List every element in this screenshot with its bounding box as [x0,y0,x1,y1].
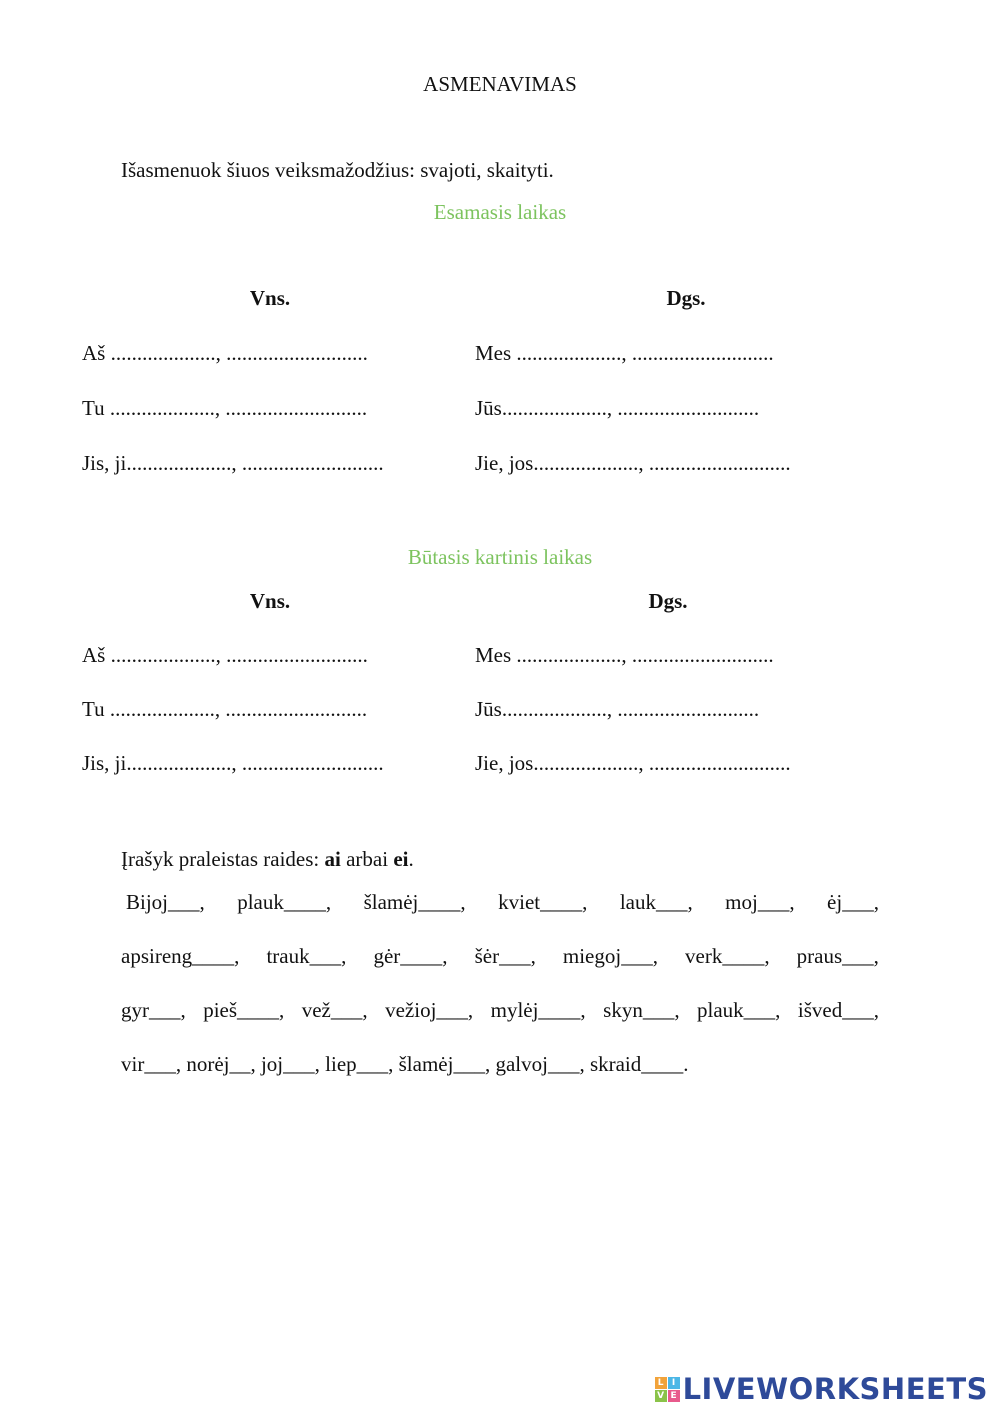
exercise-line-4[interactable]: vir___, norėj__, joj___, liep___, šlamėj___, galvoj___, skraid____. [121,1052,689,1076]
blank-word[interactable]: išved___, [797,998,879,1022]
plural-row-2[interactable]: Jūs...................., ........................... [475,396,760,420]
blank-word[interactable]: šėr___, [474,944,536,968]
plural-label: Dgs. [666,286,706,310]
section-heading-past: Būtasis kartinis laikas [407,545,593,569]
blank-word[interactable]: moj___, [725,890,795,914]
blank-word[interactable]: praus___, [796,944,879,968]
worksheet-title: ASMENAVIMAS [423,72,577,96]
plural-row-1[interactable]: Mes ...................., ........................... [475,643,774,667]
exercise-line-2 [121,944,879,969]
singular-row-2[interactable]: Tu ...................., ........................... [82,697,368,721]
blank-word[interactable]: miegoj___, [562,944,658,968]
plural-label: Dgs. [648,589,688,613]
logo-mark-letter: E [668,1390,680,1402]
logo-mark-letter: L [655,1377,667,1389]
logo-text: LIVEWORKSHEETS [682,1372,988,1406]
singular-label: Vns. [249,589,291,613]
blank-word[interactable]: plauk___, [697,998,781,1022]
conjugation-instruction: Išasmenuok šiuos veiksmažodžius: svajoti, skaityti. [121,158,554,182]
plural-row-2[interactable]: Jūs...................., ........................... [475,697,760,721]
instruction-middle: arbai [340,847,394,871]
blank-word[interactable]: lauk___, [619,890,693,914]
blank-word[interactable]: verk____, [685,944,770,968]
exercise-line-3 [121,998,879,1023]
fill-in-instruction [121,847,414,872]
blank-word[interactable]: Bijoj___, [126,890,205,914]
blank-word[interactable]: pieš____, [203,998,285,1022]
blank-word[interactable]: gėr____, [373,944,448,968]
blank-word[interactable]: apsireng____, [121,944,240,968]
singular-row-3[interactable]: Jis, ji...................., ........................... [82,751,384,775]
instruction-suffix: . [408,847,414,871]
blank-word[interactable]: plauk____, [237,890,332,914]
logo-mark-letter: I [668,1377,680,1389]
singular-row-3[interactable]: Jis, ji...................., ........................... [82,451,384,475]
instruction-prefix: Įrašyk praleistas raides: [121,847,325,871]
blank-word[interactable]: gyr___, [121,998,186,1022]
liveworksheets-logo [655,1372,988,1406]
blank-word[interactable]: trauk___, [266,944,347,968]
blank-word[interactable]: vež___, [301,998,368,1022]
singular-row-2[interactable]: Tu ...................., ........................... [82,396,368,420]
exercise-line-1 [121,890,879,915]
singular-row-1[interactable]: Aš ...................., ........................... [82,643,368,667]
liveworksheets-logo-mark [655,1377,680,1402]
section-heading-present: Esamasis laikas [433,200,567,224]
singular-label: Vns. [249,286,291,310]
blank-word[interactable]: kviet____, [498,890,588,914]
option-ei: ei [393,847,409,871]
blank-word[interactable]: skyn___, [603,998,680,1022]
plural-row-3[interactable]: Jie, jos...................., ........................... [475,751,791,775]
blank-word[interactable]: vežioj___, [385,998,474,1022]
blank-word[interactable]: šlamėj____, [363,890,466,914]
option-ai: ai [324,847,341,871]
plural-row-1[interactable]: Mes ...................., ........................... [475,341,774,365]
blank-word[interactable]: mylėj____, [490,998,586,1022]
plural-row-3[interactable]: Jie, jos...................., ........................... [475,451,791,475]
singular-row-1[interactable]: Aš ...................., ........................... [82,341,368,365]
logo-mark-letter: V [655,1390,667,1402]
blank-word[interactable]: ėj___, [827,890,879,914]
